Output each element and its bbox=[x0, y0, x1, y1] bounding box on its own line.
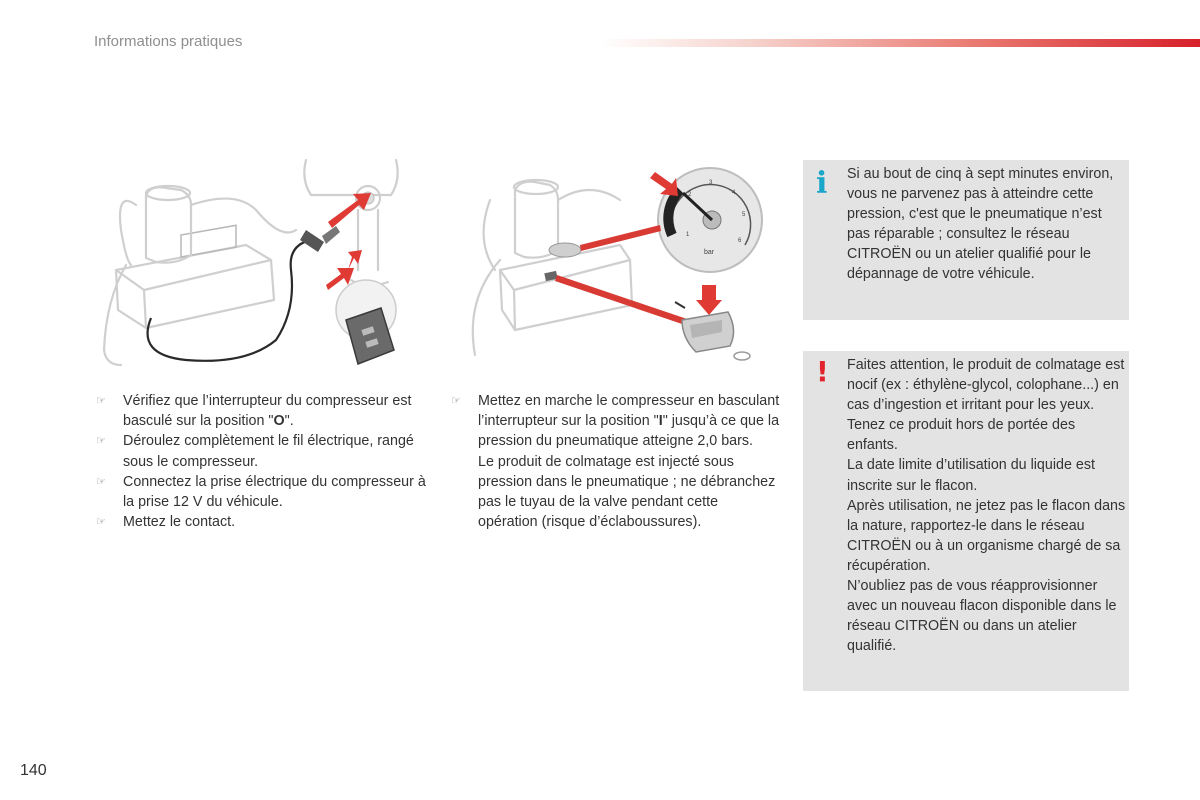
gauge-tick-6: 6 bbox=[738, 238, 742, 244]
socket-12v-icon bbox=[304, 160, 397, 286]
ignition-key-icon bbox=[336, 280, 396, 364]
warning-notice bbox=[803, 351, 1129, 691]
red-arrow-icon bbox=[326, 193, 371, 290]
compressor-inflation-illustration bbox=[460, 160, 780, 370]
info-icon: i bbox=[816, 166, 828, 201]
header-accent-bar bbox=[600, 39, 1200, 47]
list-item: ☞ Vérifiez que l’interrupteur du compresseur est basculé sur la position "O". bbox=[96, 393, 412, 430]
warning-paragraph: N’oubliez pas de vous réapprovisionner avec un nouveau flacon disponible dans le réseau CITROËN ou dans un atelier qualifié. bbox=[847, 578, 1117, 655]
compressor-icon bbox=[104, 186, 296, 365]
bullet-icon: ☞ bbox=[96, 395, 106, 407]
compressor-connection-illustration bbox=[96, 150, 416, 375]
bullet-icon: ☞ bbox=[96, 475, 106, 488]
warning-paragraph: La date limite d’utilisation du liquide est inscrite sur le flacon. bbox=[847, 457, 1095, 494]
warning-paragraph: Après utilisation, ne jetez pas le flacon dans la nature, rapportez-le dans le réseau CITROËN ou à un organisme chargé de sa récupération. bbox=[847, 497, 1126, 574]
section-title: Informations pratiques bbox=[94, 33, 243, 50]
warning-icon: ! bbox=[816, 355, 829, 388]
gauge-tick-2: 2 bbox=[688, 192, 692, 198]
step-note: Le produit de colmatage est injecté sous pression dans le pneumatique ; ne débranchez pas le tuyau de la valve pendant cette opération (risque d’éclaboussures). bbox=[478, 453, 776, 531]
warning-text bbox=[847, 355, 1127, 656]
steps-list-left bbox=[96, 391, 426, 532]
gauge-unit-label: bar bbox=[704, 249, 715, 256]
compressor-icon bbox=[473, 180, 632, 355]
gauge-tick-4: 4 bbox=[732, 190, 736, 196]
list-item: ☞ Déroulez complètement le fil électrique, rangé sous le compresseur. bbox=[96, 433, 414, 470]
info-text: Si au bout de cinq à sept minutes environ, vous ne parvenez pas à atteindre cette pression, c'est que le pneumatique n’est pas réparable ; consultez le réseau CITROËN ou un atelier qualifié pour le dépannage de votre véhicule. bbox=[847, 166, 1114, 283]
list-item: ☞ Mettez le contact. bbox=[96, 512, 426, 532]
page-number: 140 bbox=[20, 762, 47, 779]
list-item: ☞ Connectez la prise électrique du compresseur à la prise 12 V du véhicule. bbox=[96, 473, 426, 511]
info-notice bbox=[803, 160, 1129, 320]
list-item: ☞ Mettez en marche le compresseur en basculant l’interrupteur sur la position "I" jusqu’à ce que la pression du pneumatique atteigne 2,0 bars. bbox=[451, 393, 780, 450]
steps-list-right bbox=[451, 391, 781, 532]
gauge-tick-3: 3 bbox=[709, 180, 713, 186]
bullet-icon: ☞ bbox=[96, 435, 106, 448]
warning-paragraph: Tenez ce produit hors de portée des enfants. bbox=[847, 417, 1076, 454]
gauge-tick-5: 5 bbox=[742, 212, 746, 218]
bullet-icon: ☞ bbox=[451, 395, 461, 407]
bullet-icon: ☞ bbox=[96, 516, 106, 529]
gauge-tick-1: 1 bbox=[686, 232, 690, 238]
warning-paragraph: Faites attention, le produit de colmatage est nocif (ex : éthylène-glycol, colophane...) en cas d’ingestion et irritant pour les yeux. bbox=[847, 357, 1125, 414]
